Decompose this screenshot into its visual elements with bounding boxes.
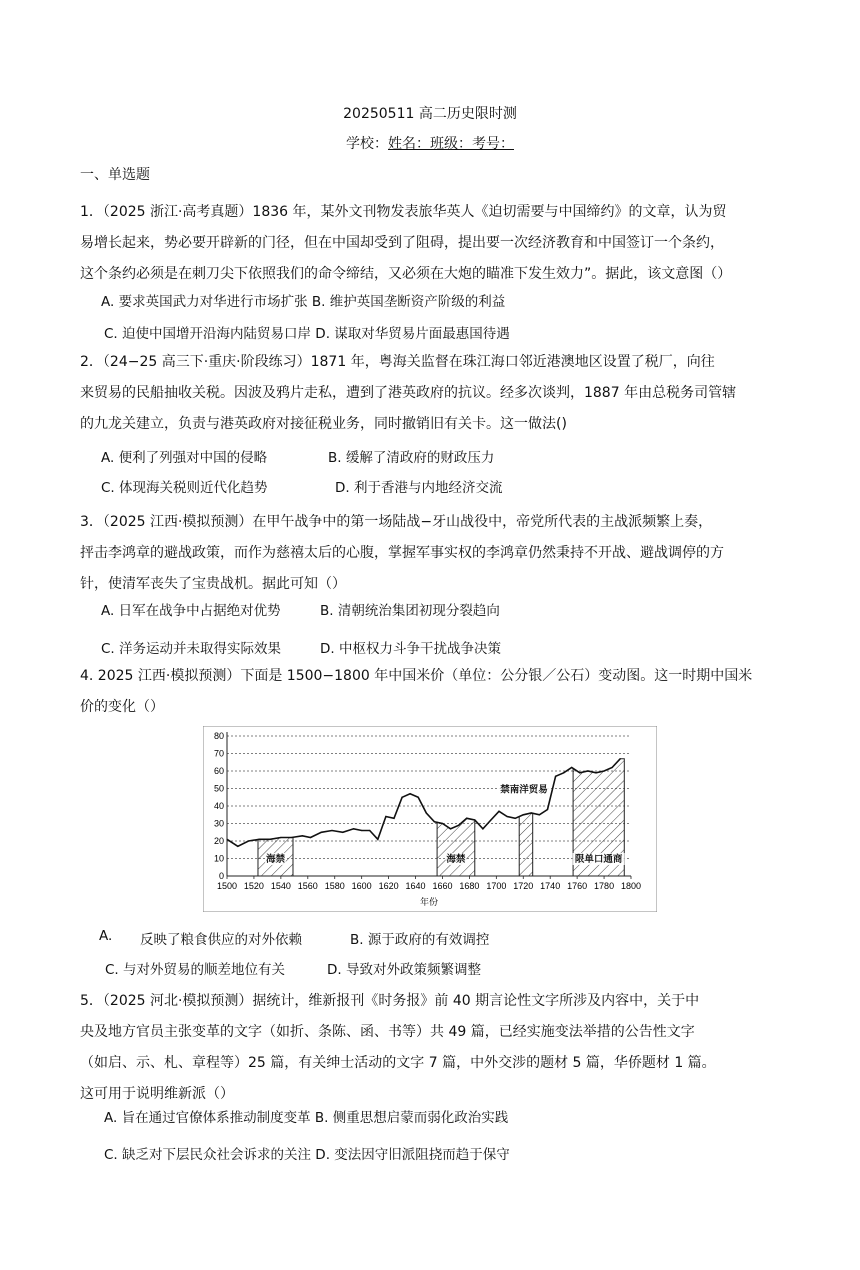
x-tick-label: 1740	[540, 881, 561, 891]
question-4-option-d[interactable]: D. 导致对外政策频繁调整	[327, 962, 481, 978]
y-tick-label: 20	[213, 836, 224, 846]
question-1-stem	[80, 197, 780, 290]
question-2-stem	[80, 347, 780, 440]
rice-price-point	[302, 835, 303, 836]
x-tick-label: 1520	[243, 881, 264, 891]
x-tick-label: 1680	[459, 881, 480, 891]
rice-price-point	[237, 846, 238, 847]
y-tick-label: 70	[213, 748, 224, 759]
rice-price-point	[393, 818, 394, 819]
name-label: 姓名：	[388, 136, 430, 152]
question-2-option-a[interactable]: A. 便利了列强对中国的侵略	[101, 450, 268, 466]
question-4-option-c[interactable]: C. 与对外贸易的顺差地位有关	[105, 962, 286, 978]
period-label: 禁南洋贸易	[500, 784, 548, 796]
section-heading: 一、单选题	[80, 167, 150, 183]
rice-price-point	[595, 772, 596, 773]
y-tick-label: 60	[213, 766, 224, 776]
question-2-line: 2．（24−25 高三下·重庆·阶段练习）1871 年，粤海关监督在珠江海口邻近港澳地区设置了税厂，向往	[80, 354, 715, 370]
student-info-line	[0, 133, 860, 153]
rice-price-point	[401, 797, 402, 798]
rice-price-point	[539, 814, 540, 815]
question-3-line: 抨击李鸿章的避战政策，而作为慈禧太后的心腹，掌握军事实权的李鸿章仍然秉持不开战、避战调停的方	[80, 545, 724, 561]
y-tick-label: 80	[213, 731, 224, 741]
question-3-option-b[interactable]: B. 清朝统治集团初现分裂趋向	[320, 603, 500, 619]
rice-price-point	[474, 819, 475, 820]
question-2-line: 来贸易的民船抽收关税。因波及鸦片走私，遭到了港英政府的抗议。经多次谈判，1887 年由总税务司管辖	[80, 385, 737, 401]
rice-price-point	[458, 825, 459, 826]
rice-price-point	[579, 772, 580, 773]
x-tick-label: 1640	[405, 881, 426, 891]
question-2-option-c[interactable]: C. 体现海关税则近代化趋势	[101, 480, 268, 496]
x-tick-label: 1800	[620, 881, 642, 891]
x-tick-label: 1560	[297, 881, 318, 891]
exam-number-label: 考号：	[472, 136, 514, 152]
rice-price-point	[410, 793, 411, 794]
y-tick-label: 50	[213, 783, 224, 794]
rice-price-point	[620, 758, 621, 759]
rice-price-point	[385, 816, 386, 817]
rice-price-point	[269, 839, 270, 840]
rice-price-chart	[203, 726, 657, 912]
y-tick-label: 10	[213, 853, 224, 864]
x-tick-label: 1620	[378, 881, 399, 891]
period-label: 限单口通商	[574, 854, 623, 865]
rice-price-point	[612, 767, 613, 768]
page-title: 20250511 高二历史限时测	[343, 106, 517, 122]
rice-price-point	[571, 767, 572, 768]
question-4-stem	[80, 661, 780, 723]
rice-price-point	[490, 819, 491, 820]
x-tick-label: 1660	[432, 881, 453, 891]
question-5-options-ab[interactable]: A. 旨在通过官僚体系推动制度变革 B. 侧重思想启蒙而弱化政治实践	[104, 1110, 509, 1126]
rice-price-point	[498, 811, 499, 812]
question-1-options-cd[interactable]: C. 迫使中国增开沿海内陆贸易口岸 D. 谋取对华贸易片面最惠国待遇	[104, 326, 510, 342]
rice-price-point	[466, 818, 467, 819]
rice-price-point	[507, 816, 508, 817]
question-5-line: （如启、示、札、章程等）25 篇，有关绅士活动的文字 7 篇，中外交涉的题材 5 篇，华侨题材 1 篇。	[80, 1055, 716, 1071]
question-4-line: 价的变化（）	[80, 699, 164, 715]
rice-price-point	[310, 837, 311, 838]
rice-price-point	[377, 839, 378, 840]
question-5-line: 这可用于说明维新派（）	[80, 1086, 234, 1102]
question-3-line: 3．（2025 江西·模拟预测）在甲午战争中的第一场陆战−牙山战役中，帝党所代表的主战派频繁上奏，	[80, 514, 713, 530]
period-label: 海禁	[265, 854, 285, 865]
rice-price-point	[321, 832, 322, 833]
question-1-line: 1．（2025 浙江·高考真题）1836 年，某外文刊物发表旅华英人《迫切需要与中国缔约》的文章，认为贸	[80, 204, 727, 220]
question-5-line: 央及地方官员主张变革的文字（如折、条陈、函、书等）共 49 篇，已经实施变法举措的公告性文字	[80, 1024, 695, 1040]
rice-price-point	[331, 830, 332, 831]
rice-price-point	[450, 828, 451, 829]
rice-price-point	[547, 809, 548, 810]
x-tick-label: 1580	[324, 881, 345, 891]
x-tick-label: 1700	[486, 881, 507, 891]
rice-price-point	[369, 830, 370, 831]
question-4-option-b[interactable]: B. 源于政府的有效调控	[350, 932, 490, 948]
rice-price-point	[353, 828, 354, 829]
question-4-option-a-letter[interactable]: A.	[99, 928, 113, 944]
x-tick-label: 1780	[594, 881, 615, 891]
rice-price-point	[603, 770, 604, 771]
x-tick-label: 1540	[270, 881, 291, 891]
rice-price-point	[426, 812, 427, 813]
rice-price-point	[482, 828, 483, 829]
rice-price-chart-svg	[203, 726, 657, 912]
rice-price-point	[555, 776, 556, 777]
class-label: 班级：	[430, 136, 472, 152]
question-3-option-c[interactable]: C. 洋务运动并未取得实际效果	[101, 641, 282, 657]
question-2-option-b[interactable]: B. 缓解了清政府的财政压力	[328, 450, 495, 466]
question-2-line: 的九龙关建立，负责与港英政府对接征税业务，同时撤销旧有关卡。这一做法()	[80, 416, 567, 432]
x-tick-label: 1600	[351, 881, 372, 891]
y-tick-label: 40	[213, 801, 224, 811]
rice-price-point	[361, 830, 362, 831]
x-tick-label: 1500	[216, 881, 238, 891]
question-3-line: 针，使清军丧失了宝贵战机。据此可知（）	[80, 576, 346, 592]
rice-price-point	[587, 770, 588, 771]
y-tick-label: 0	[218, 871, 224, 881]
rice-price-point	[563, 772, 564, 773]
x-axis-title: 年份	[419, 897, 439, 907]
rice-price-point	[515, 818, 516, 819]
question-4-line: 4. 2025 江西·模拟预测）下面是 1500−1800 年中国米价（单位：公分银／公石）变动图。这一时期中国米	[80, 668, 753, 684]
rice-price-point	[418, 797, 419, 798]
question-5-line: 5．（2025 河北·模拟预测）据统计，维新报刊《时务报》前 40 期言论性文字所涉及内容中，关于中	[80, 993, 700, 1009]
rice-price-point	[434, 821, 435, 822]
rice-price-point	[291, 837, 292, 838]
question-3-stem	[80, 507, 780, 600]
school-label: 学校：	[346, 136, 388, 152]
rice-price-point	[531, 812, 532, 813]
y-tick-label: 30	[213, 818, 224, 829]
rice-price-point	[259, 839, 260, 840]
question-3-option-d[interactable]: D. 中枢权力斗争干扰战争决策	[320, 641, 501, 657]
question-3-option-a[interactable]: A. 日军在战争中占据绝对优势	[101, 603, 281, 619]
period-label: 海禁	[446, 854, 466, 865]
question-2-option-d[interactable]: D. 利于香港与内地经济交流	[335, 480, 503, 496]
shaded-period-area	[519, 813, 533, 876]
rice-price-point	[442, 823, 443, 824]
rice-price-point	[342, 832, 343, 833]
question-5-options-cd[interactable]: C. 缺乏对下层民众社会诉求的关注 D. 变法因守旧派阻挠而趋于保守	[104, 1147, 510, 1163]
question-1-line: 易增长起来，势必要开辟新的门径，但在中国却受到了阻碍，提出要一次经济教育和中国签订一个条约，	[80, 235, 724, 251]
x-tick-label: 1760	[567, 881, 588, 891]
question-1-options-ab[interactable]: A. 要求英国武力对华进行市场扩张 B. 维护英国垄断资产阶级的利益	[101, 294, 506, 310]
rice-price-point	[280, 837, 281, 838]
question-5-stem	[80, 986, 780, 1110]
question-4-option-a-text[interactable]: 反映了粮食供应的对外依赖	[140, 932, 302, 948]
rice-price-point	[523, 814, 524, 815]
question-1-line: 这个条约必须是在刺刀尖下依照我们的命令缔结，又必须在大炮的瞄准下发生效力”。据此，该文意图（）	[80, 266, 732, 282]
rice-price-point	[248, 840, 249, 841]
x-tick-label: 1720	[513, 881, 534, 891]
